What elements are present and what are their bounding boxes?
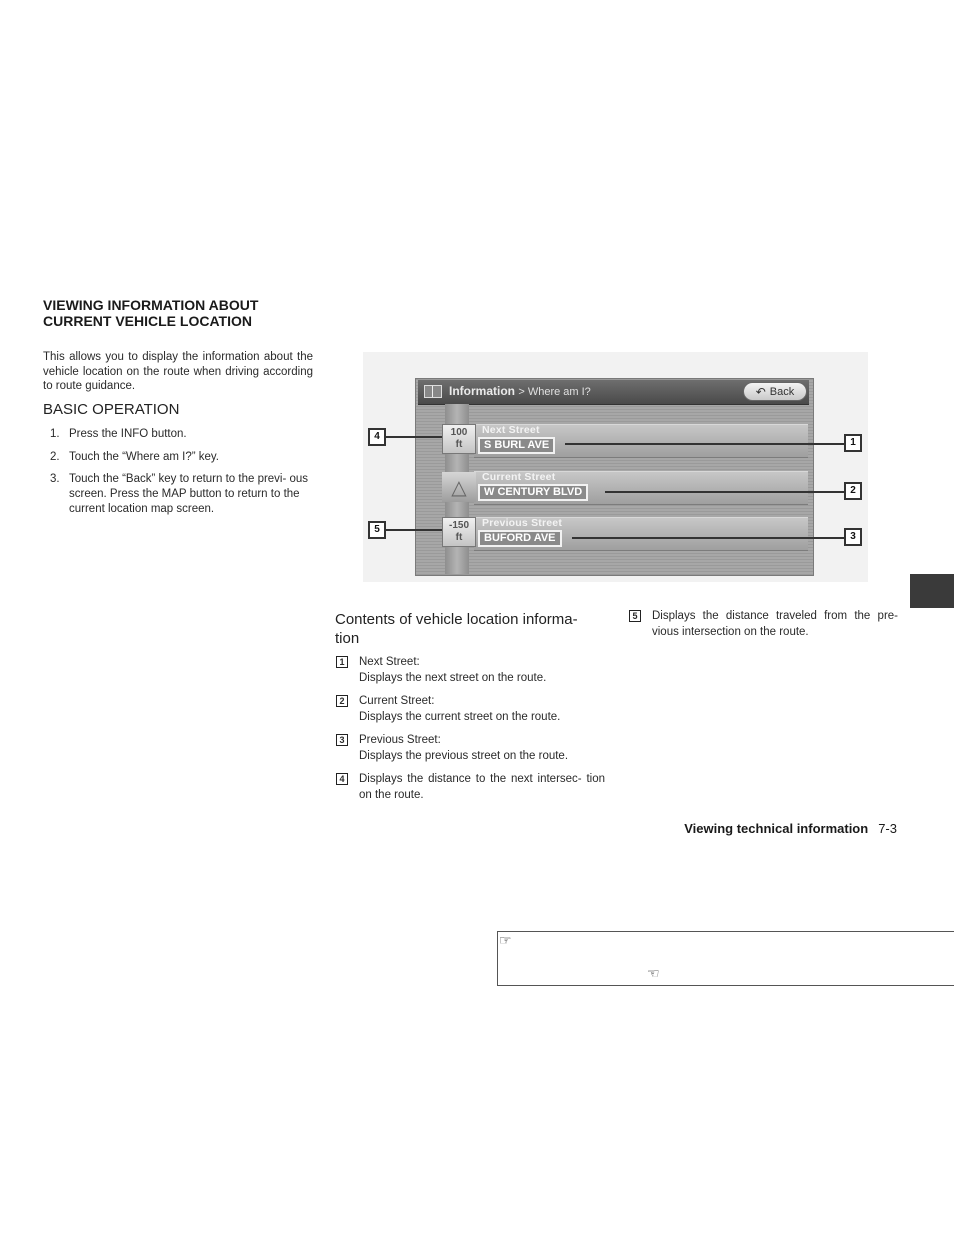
contents-item-5 xyxy=(628,609,898,640)
item-badge: 1 xyxy=(336,656,348,668)
next-distance-box xyxy=(442,424,476,454)
next-distance-unit: ft xyxy=(455,439,463,450)
current-street-label: Current Street xyxy=(482,471,556,483)
next-street-name: S BURL AVE xyxy=(478,437,555,454)
previous-street-label: Previous Street xyxy=(482,517,563,529)
item-title: Next Street: xyxy=(359,656,420,668)
step-item xyxy=(50,427,314,442)
section-heading-line1: VIEWING INFORMATION ABOUT xyxy=(43,297,259,313)
previous-distance-box xyxy=(442,517,476,547)
contents-list xyxy=(335,655,605,811)
intro-paragraph: This allows you to display the information about the vehicle location on the route when driving according to route guidance. xyxy=(43,351,313,392)
next-street-label: Next Street xyxy=(482,424,540,436)
leader-line-5 xyxy=(386,529,442,531)
step-number: 2. xyxy=(50,450,60,463)
pointing-hand-icon: ☜ xyxy=(647,965,660,981)
step-text: Touch the “Back” key to return to the previ- ous screen. Press the MAP button to return to the current location map screen. xyxy=(69,473,309,515)
current-street-name: W CENTURY BLVD xyxy=(478,484,588,501)
callout-1: 1 xyxy=(844,434,862,452)
step-text: Touch the “Where am I?” key. xyxy=(69,450,219,463)
item-text: Displays the distance to the next intersec- tion on the route. xyxy=(359,773,605,801)
vehicle-arrow-icon: △ xyxy=(442,472,476,502)
step-item xyxy=(50,450,314,465)
previous-distance-unit: ft xyxy=(455,532,463,543)
contents-item xyxy=(335,772,605,803)
section-heading-line2: CURRENT VEHICLE LOCATION xyxy=(43,313,252,329)
back-button[interactable] xyxy=(743,382,807,401)
margin-note-box xyxy=(497,931,954,986)
pointing-hand-icon: ☞ xyxy=(499,932,512,948)
contents-item xyxy=(335,655,605,686)
page-number: 7-3 xyxy=(878,821,897,836)
contents-heading: Contents of vehicle location informa- tion xyxy=(335,611,578,647)
next-distance-value: 100 xyxy=(450,427,468,438)
leader-line-3 xyxy=(572,537,844,539)
item-badge: 4 xyxy=(336,773,348,785)
steps-list xyxy=(50,427,314,525)
callout-4: 4 xyxy=(368,428,386,446)
screen-title-text: Information xyxy=(449,384,515,398)
item-badge: 2 xyxy=(336,695,348,707)
callout-5: 5 xyxy=(368,521,386,539)
chapter-tab xyxy=(910,574,954,608)
item-title: Current Street: xyxy=(359,695,435,707)
back-arrow-icon: ↶ xyxy=(755,384,766,399)
previous-street-name: BUFORD AVE xyxy=(478,530,562,547)
callout-2: 2 xyxy=(844,482,862,500)
item-title: Previous Street: xyxy=(359,734,441,746)
callout-3: 3 xyxy=(844,528,862,546)
step-item xyxy=(50,472,314,517)
item-badge: 5 xyxy=(629,610,641,622)
item-badge: 3 xyxy=(336,734,348,746)
basic-operation-heading: BASIC OPERATION xyxy=(43,401,180,418)
leader-line-1 xyxy=(565,443,844,445)
book-icon xyxy=(424,385,442,398)
step-number: 1. xyxy=(50,428,60,440)
leader-line-4 xyxy=(386,436,442,438)
contents-item xyxy=(628,609,898,648)
section-heading xyxy=(43,297,323,329)
item-text: Displays the current street on the route. xyxy=(359,710,561,723)
back-button-label: Back xyxy=(769,385,795,398)
contents-item xyxy=(335,733,605,764)
item-text: Displays the previous street on the route. xyxy=(359,749,569,762)
page-footer xyxy=(684,821,897,836)
previous-distance-value: -150 xyxy=(448,520,469,531)
item-text: Displays the next street on the route. xyxy=(359,671,547,684)
step-number: 3. xyxy=(50,473,60,485)
nav-screen-title xyxy=(449,384,591,398)
contents-item xyxy=(335,694,605,725)
leader-line-2 xyxy=(605,491,844,493)
screen-breadcrumb: > Where am I? xyxy=(518,386,591,398)
footer-section-title: Viewing technical information xyxy=(684,821,869,836)
item-text: Displays the distance traveled from the pre- vious intersection on the route. xyxy=(652,610,898,638)
step-text: Press the INFO button. xyxy=(69,428,187,440)
